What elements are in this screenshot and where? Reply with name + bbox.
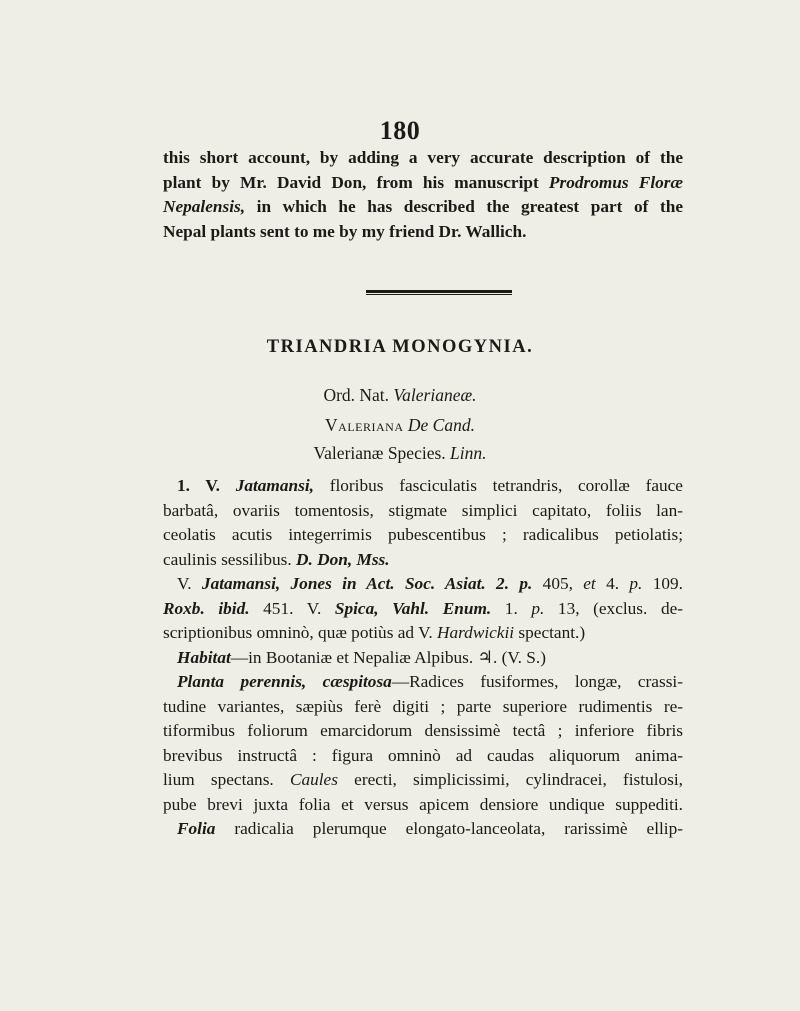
entry-line-2: barbatâ, ovariis tomentosis, stigmate simplici capitato, foliis lan-	[163, 500, 683, 520]
description-line-7: Folia radicalia plerumque elongato-lanceolata, rarissimè ellip-	[177, 819, 683, 838]
genus-line: Valeriana De Cand.	[325, 415, 475, 435]
species-entry	[163, 474, 683, 842]
species-note-line: Valerianæ Species. Linn.	[313, 443, 487, 463]
intro-paragraph	[163, 146, 683, 244]
description-line-5: lium spectans. Caules erecti, simplicissimi, cylindracei, fistulosi,	[163, 770, 683, 789]
page-number: 180	[379, 116, 421, 145]
description-line-1: Planta perennis, cæspitosa—Radices fusiformes, longæ, crassi-	[177, 672, 683, 691]
entry-line-4: caulinis sessilibus. D. Don, Mss.	[163, 549, 390, 569]
description-line-6: pube brevi juxta folia et versus apicem densiore undique suppediti.	[163, 794, 683, 814]
synonym-line-2: Roxb. ibid. 451. V. Spica, Vahl. Enum. 1. p. 13, (exclus. de-	[163, 598, 684, 618]
intro-line-3: Nepalensis, in which he has described the greatest part of the	[163, 197, 683, 216]
description-line-2: tudine variantes, sæpiùs ferè digiti ; parte superiore rudimentis re-	[163, 696, 683, 716]
intro-line-4: Nepal plants sent to me by my friend Dr. Wallich.	[163, 221, 527, 241]
synonym-line-3: scriptionibus omninò, quæ potiùs ad V. Hardwickii spectant.)	[163, 623, 586, 642]
synonym-line-1: V. Jatamansi, Jones in Act. Soc. Asiat. 2. p. 405, et 4. p. 109.	[177, 574, 683, 593]
entry-line-3: ceolatis acutis integerrimis pubescentibus ; radicalibus petiolatis;	[163, 525, 683, 544]
intro-line-1: this short account, by adding a very accurate description of the	[163, 148, 683, 167]
entry-line-1: 1. V. Jatamansi, floribus fasciculatis tetrandris, corollæ fauce	[177, 476, 683, 495]
order-line: Ord. Nat. Valerianeæ.	[323, 385, 477, 405]
intro-line-2: plant by Mr. David Don, from his manuscript Prodromus Floræ	[163, 172, 683, 192]
description-line-4: brevibus instructâ : figura omninò ad caudas aliquorum anima-	[163, 745, 683, 765]
description-line-3: tiformibus foliorum emarcidorum densissimè tectâ ; inferiore fibris	[163, 721, 683, 740]
habitat-line: Habitat—in Bootaniæ et Nepaliæ Alpibus. ♃. (V. S.)	[177, 647, 546, 667]
section-divider	[366, 290, 512, 295]
class-heading: TRIANDRIA MONOGYNIA.	[266, 337, 534, 357]
